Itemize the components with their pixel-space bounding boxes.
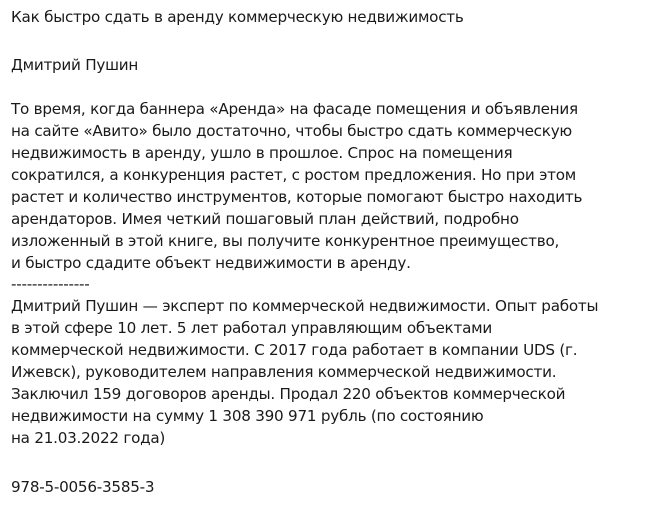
separator: --------------- <box>11 275 90 293</box>
bio-line: недвижимости на сумму 1 308 390 971 рубль (по состоянию <box>11 407 484 425</box>
bio-line: в этой сфере 10 лет. 5 лет работал управляющим объектами <box>11 319 492 337</box>
description-line: арендаторов. Имея четкий пошаговый план действий, подробно <box>11 210 519 228</box>
description-line: и быстро сдадите объект недвижимости в аренду. <box>11 254 411 272</box>
book-title: Как быстро сдать в аренду коммерческую недвижимость <box>11 8 464 26</box>
description-line: сократился, а конкуренция растет, с ростом предложения. Но при этом <box>11 166 577 184</box>
description-line: изложенный в этой книге, вы получите конкурентное преимущество, <box>11 232 560 250</box>
description-line: недвижимость в аренду, ушло в прошлое. Спрос на помещения <box>11 144 513 162</box>
isbn: 978-5-0056-3585-3 <box>11 478 155 496</box>
description-line: растет и количество инструментов, которые помогают быстро находить <box>11 188 583 206</box>
bio-line: коммерческой недвижимости. С 2017 года работает в компании UDS (г. <box>11 341 578 359</box>
description-line: на сайте «Авито» было достаточно, чтобы быстро сдать коммерческую <box>11 122 572 140</box>
bio-line: на 21.03.2022 года) <box>11 429 166 447</box>
bio-line: Дмитрий Пушин — эксперт по коммерческой недвижимости. Опыт работы <box>11 297 599 315</box>
author-name: Дмитрий Пушин <box>11 56 139 74</box>
bio-line: Ижевск), руководителем направления коммерческой недвижимости. <box>11 363 557 381</box>
description-line: То время, когда баннера «Аренда» на фасаде помещения и объявления <box>11 100 578 118</box>
bio-line: Заключил 159 договоров аренды. Продал 220 объектов коммерческой <box>11 385 566 403</box>
